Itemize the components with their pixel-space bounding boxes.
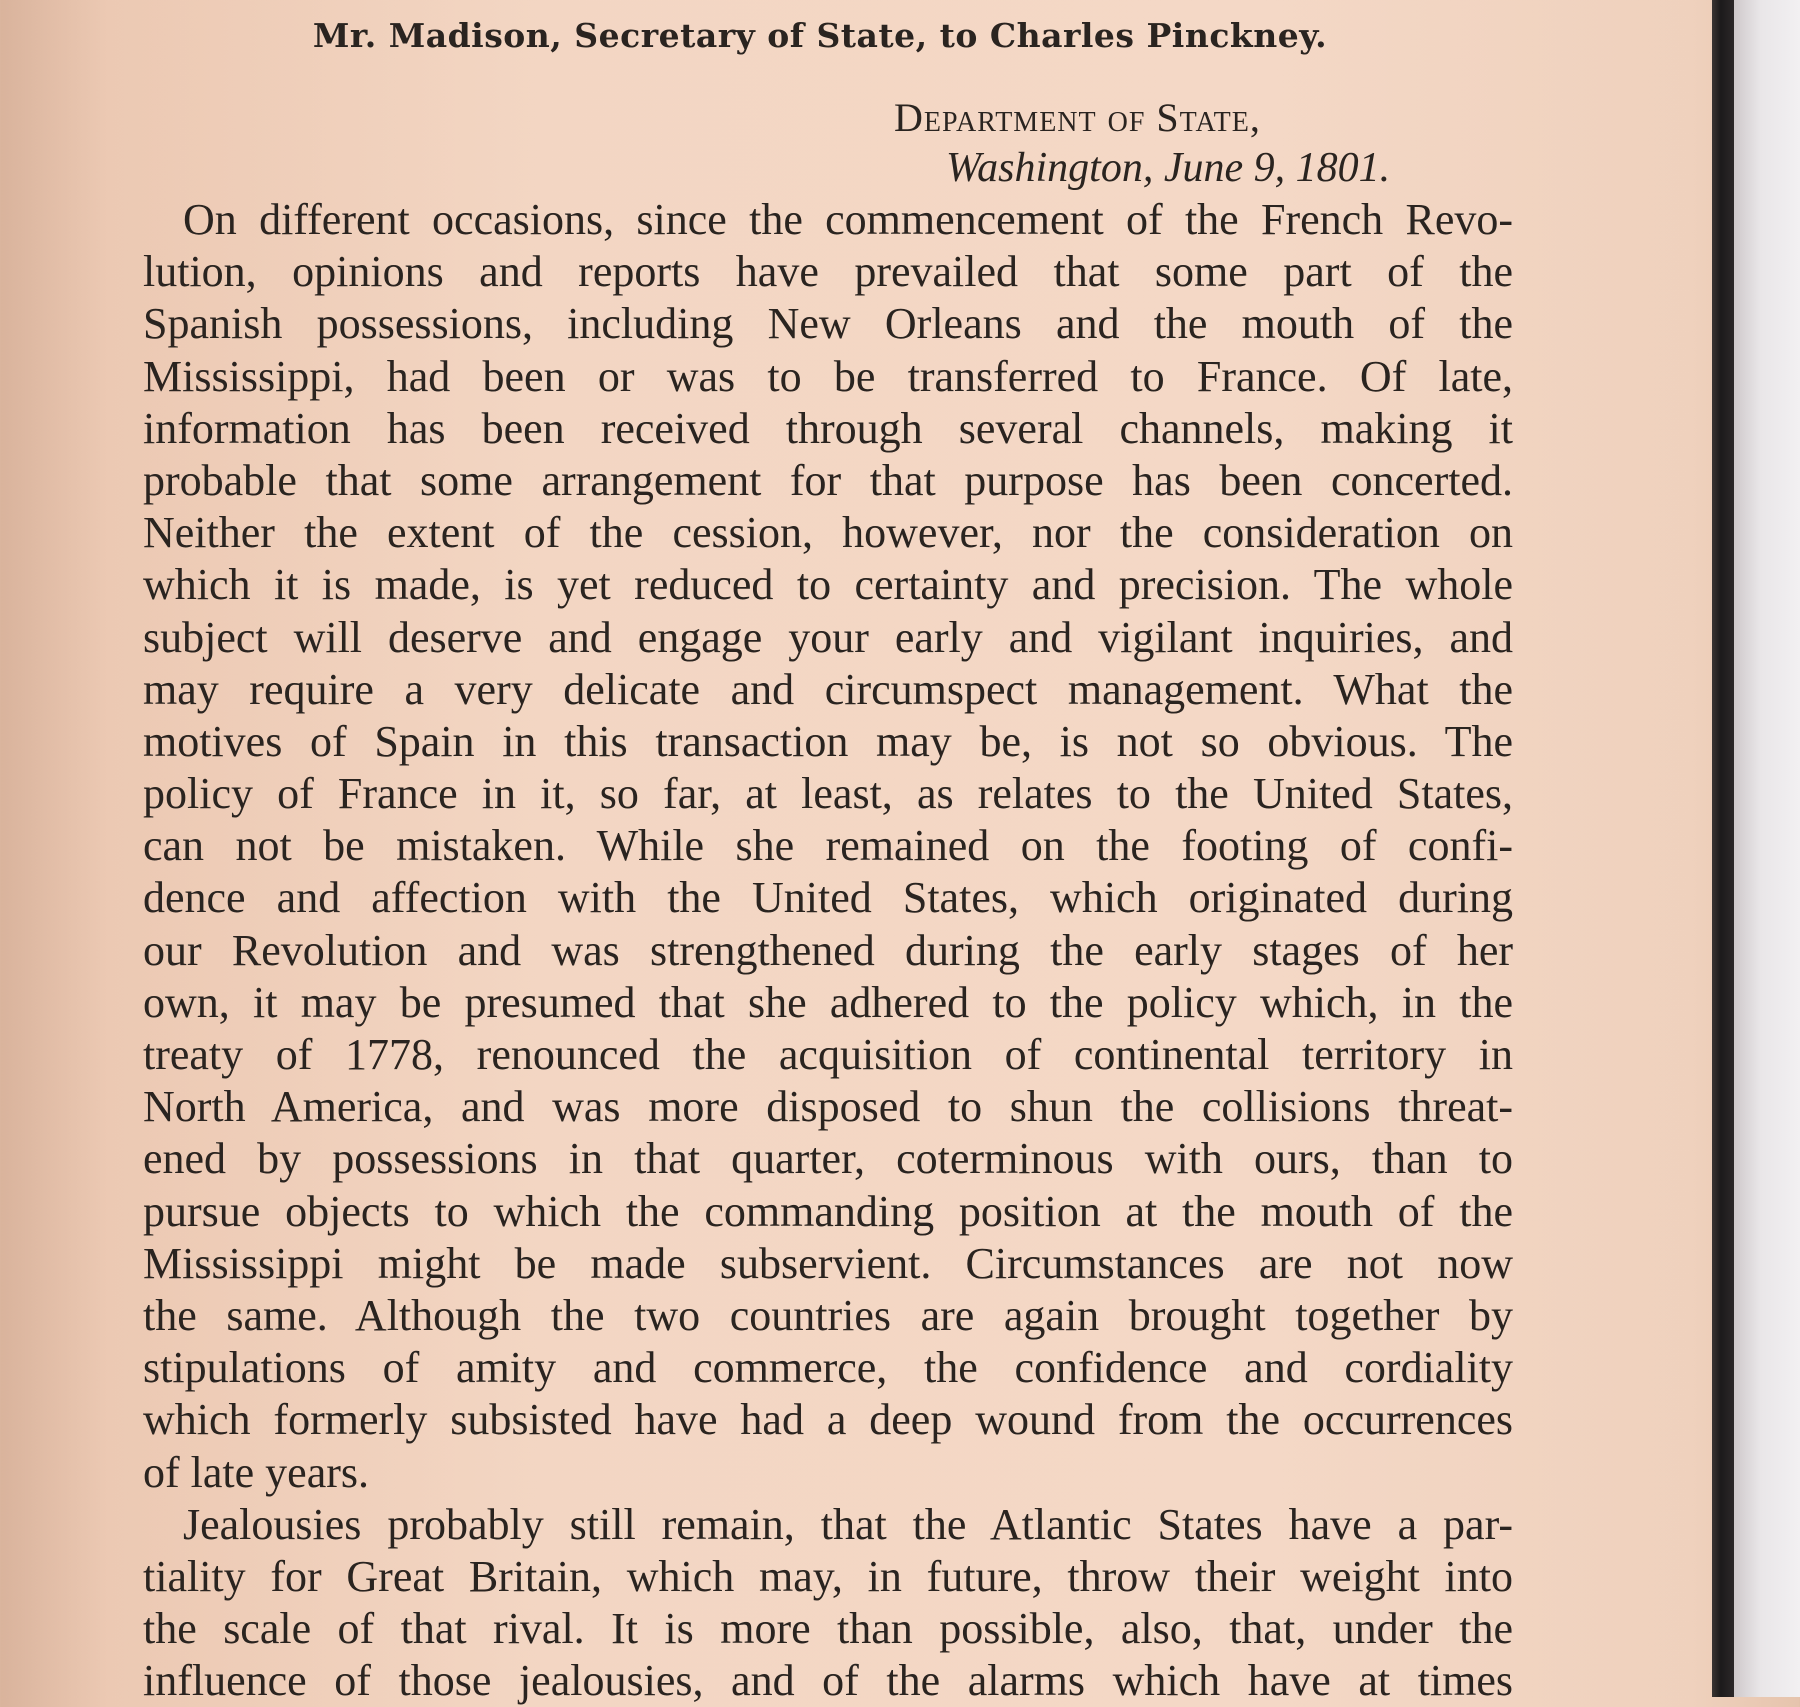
text-line: our Revolution and was strengthened during the early stages of her (143, 925, 1513, 975)
text-line: policy of France in it, so far, at least, as relates to the United States, (143, 769, 1513, 819)
text-line: ened by possessions in that quarter, coterminous with ours, than to (143, 1134, 1513, 1184)
text-line: Mississippi might be made subservient. Circumstances are not now (143, 1238, 1513, 1288)
text-line: dence and affection with the United States, which originated during (143, 873, 1513, 923)
book-spine-edge (1712, 0, 1734, 1697)
text-line: which it is made, is yet reduced to certainty and precision. The whole (143, 560, 1513, 610)
dateline-department: Department of State, (894, 95, 1261, 140)
text-line: influence of those jealousies, and of the alarms which have at times (143, 1656, 1513, 1706)
text-line: own, it may be presumed that she adhered to the policy which, in the (143, 977, 1513, 1027)
text-line: tiality for Great Britain, which may, in future, throw their weight into (143, 1551, 1513, 1601)
text-line: Jealousies probably still remain, that the Atlantic States have a par- (183, 1499, 1513, 1549)
letter-heading: Mr. Madison, Secretary of State, to Charles Pinckney. (312, 16, 1328, 55)
text-line: lution, opinions and reports have prevailed that some part of the (143, 247, 1513, 297)
text-line: On different occasions, since the commencement of the French Revo- (183, 195, 1513, 244)
text-line: pursue objects to which the commanding position at the mouth of the (143, 1186, 1513, 1236)
letter-body (143, 194, 1513, 1707)
text-line: motives of Spain in this transaction may be, is not so obvious. The (143, 716, 1513, 766)
text-line: information has been received through several channels, making it (143, 403, 1513, 453)
text-line: subject will deserve and engage your early and vigilant inquiries, and (143, 612, 1513, 662)
text-line: treaty of 1778, renounced the acquisition of continental territory in (143, 1030, 1513, 1079)
text-line: the same. Although the two countries are again brought together by (143, 1290, 1513, 1340)
text-line: which formerly subsisted have had a deep wound from the occurrences (143, 1395, 1513, 1445)
text-line: Neither the extent of the cession, however, nor the consideration on (143, 508, 1513, 558)
text-line: of late years. (143, 1447, 369, 1497)
text-line: Mississippi, had been or was to be transferred to France. Of late, (143, 351, 1513, 401)
text-line: the scale of that rival. It is more than possible, also, that, under the (143, 1604, 1513, 1654)
dateline-place-date: Washington, June 9, 1801. (946, 145, 1391, 191)
background-beyond-book (1734, 0, 1800, 1697)
text-line: can not be mistaken. While she remained on the footing of confi- (143, 821, 1513, 871)
text-line: Spanish possessions, including New Orleans and the mouth of the (143, 299, 1513, 349)
text-line: probable that some arrangement for that purpose has been concerted. (143, 455, 1513, 505)
text-line: North America, and was more disposed to shun the collisions threat- (143, 1082, 1513, 1132)
text-line: may require a very delicate and circumspect management. What the (143, 664, 1513, 714)
text-line: stipulations of amity and commerce, the confidence and cordiality (143, 1343, 1513, 1393)
